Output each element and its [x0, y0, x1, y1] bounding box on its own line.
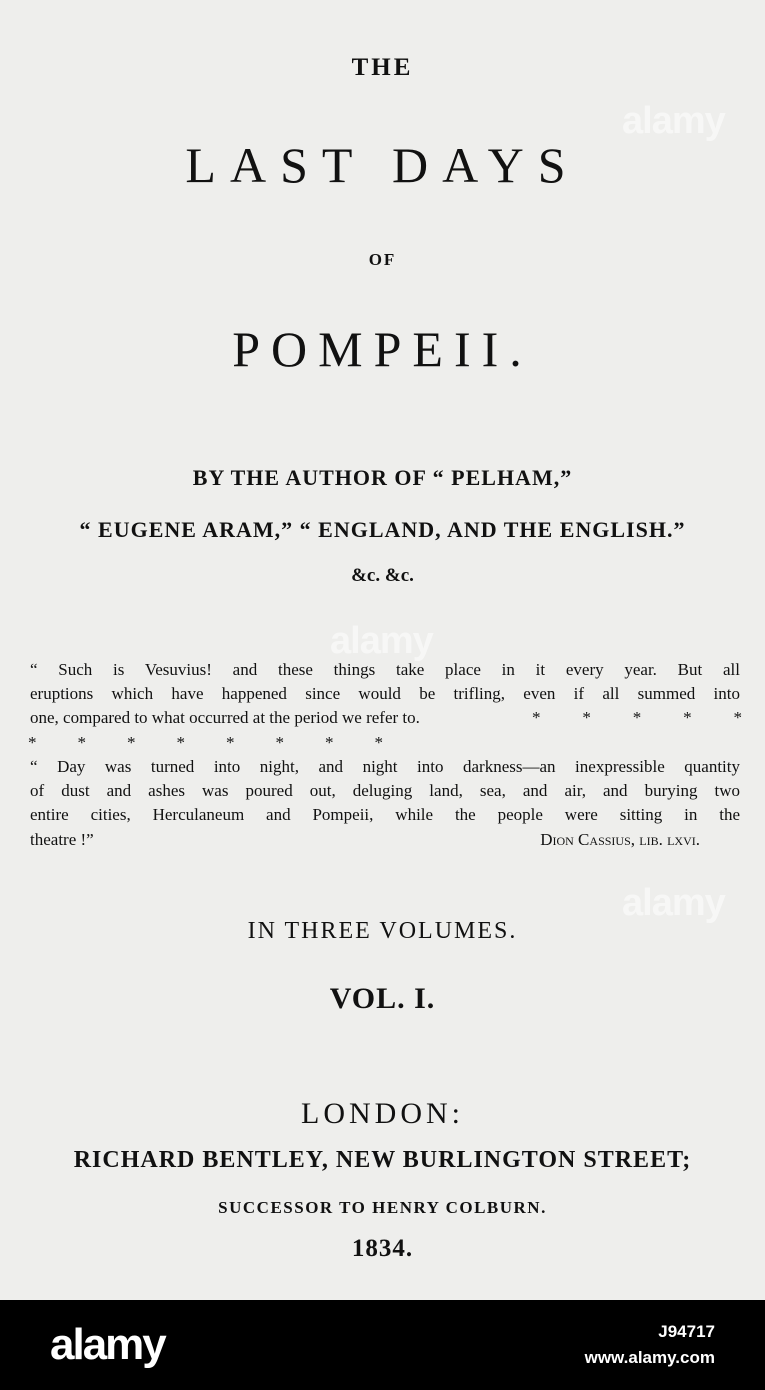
stock-footer [0, 1300, 765, 1390]
ellipsis-stars [28, 733, 383, 753]
volumes-note: IN THREE VOLUMES. [247, 918, 518, 944]
quote-line: “ Day was turned into night, and night into darkness—an inexpressible quantity [30, 757, 740, 776]
ellipsis-stars [532, 708, 742, 728]
watermark: alamy [622, 882, 725, 924]
star: * [77, 733, 86, 752]
title-last-days: LAST DAYS [185, 137, 580, 193]
volume-number: VOL. I. [329, 982, 436, 1015]
star: * [683, 708, 692, 727]
star: * [275, 733, 284, 752]
imprint-successor: SUCCESSOR TO HENRY COLBURN. [218, 1198, 547, 1217]
author-line-2: “ EUGENE ARAM,” “ ENGLAND, AND THE ENGLISH.” [79, 517, 686, 542]
imprint-publisher: RICHARD BENTLEY, NEW BURLINGTON STREET; [73, 1147, 692, 1173]
watermark: alamy [330, 620, 433, 662]
star: * [733, 708, 742, 727]
title-of: OF [368, 250, 397, 269]
quote-line: of dust and ashes was poured out, deluging land, sea, and air, and burying two [30, 781, 740, 800]
quote-line: entire cities, Herculaneum and Pompeii, while the people were sitting in the [30, 805, 740, 824]
title-pompeii: POMPEII. [232, 321, 533, 377]
quote-line: eruptions which have happened since would be trifling, even if all summed into [30, 684, 740, 703]
star: * [28, 733, 37, 752]
star: * [176, 733, 185, 752]
star: * [127, 733, 136, 752]
star: * [582, 708, 591, 727]
author-etc: &c. &c. [351, 565, 414, 586]
site-url: www.alamy.com [584, 1348, 715, 1367]
image-code: J94717 [658, 1322, 715, 1341]
quote-line: “ Such is Vesuvius! and these things take place in it every year. But all [30, 660, 740, 679]
author-line-1: BY THE AUTHOR OF “ PELHAM,” [192, 465, 573, 490]
quote-last-line [30, 830, 740, 850]
quote-line: one, compared to what occurred at the period we refer to. [30, 708, 420, 727]
quote-attribution: Dion Cassius, lib. lxvi. [540, 830, 700, 849]
star: * [226, 733, 235, 752]
star: * [532, 708, 541, 727]
imprint-year: 1834. [351, 1235, 414, 1262]
alamy-logo: alamy [50, 1320, 165, 1369]
watermark: alamy [622, 100, 725, 142]
star: * [325, 733, 334, 752]
star: * [374, 733, 383, 752]
imprint-city: LONDON: [301, 1097, 464, 1130]
quote-line: theatre !” [30, 830, 94, 849]
star: * [632, 708, 642, 727]
title-the: THE [351, 54, 414, 81]
